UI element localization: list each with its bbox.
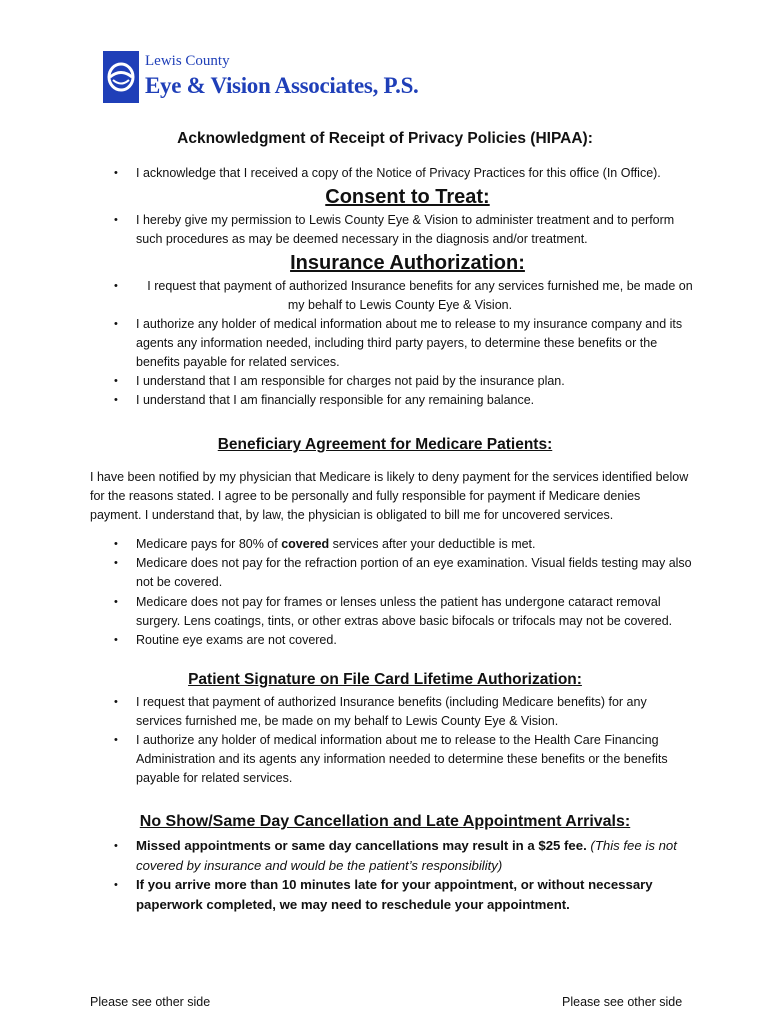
medicare-heading: Beneficiary Agreement for Medicare Patients: bbox=[217, 436, 553, 453]
bullet: • bbox=[114, 318, 118, 330]
medicare-item-4: Routine eye exams are not covered. bbox=[136, 633, 337, 647]
insurance-item-3: I understand that I am responsible for charges not paid by the insurance plan. bbox=[136, 374, 565, 388]
logo-line-1: Lewis County bbox=[145, 53, 230, 69]
medicare-item-1: Medicare pays for 80% of covered services after your deductible is met. bbox=[136, 537, 536, 551]
noshow-item-1: Missed appointments or same day cancellations may result in a $25 fee. (This fee is not covered by insurance and would be the patient’s responsibility) bbox=[136, 838, 677, 873]
noshow-item-2: If you arrive more than 10 minutes late for your appointment, or without necessary paperwork completed, we may need to reschedule your appointment. bbox=[136, 877, 653, 912]
bullet: • bbox=[114, 214, 118, 226]
signature-item-2: I authorize any holder of medical information about me to release to the Health Care Financing Administration and its agents any information needed to determine these benefits or the benefits payable for related services. bbox=[136, 733, 668, 785]
medicare-item-2: Medicare does not pay for the refraction portion of an eye examination. Visual fields testing may also not be covered. bbox=[136, 556, 692, 589]
consent-item: I hereby give my permission to Lewis County Eye & Vision to administer treatment and to perform such procedures as may be deemed necessary in the diagnosis and/or treatment. bbox=[136, 213, 675, 246]
insurance-item-2: I authorize any holder of medical information about me to release to my insurance company and its agents any information needed, including third party payers, to determine these benefits or the benefits payable for related services. bbox=[136, 317, 683, 369]
bullet: • bbox=[114, 879, 118, 891]
bullet: • bbox=[114, 167, 118, 179]
medicare-paragraph: I have been notified by my physician that Medicare is likely to deny payment for the services identified below for the reasons stated. I agree to be personally and fully responsible for payment if Medicare denies payment. I understand that, by law, the physician is obligated to bill me for uncovered services. bbox=[90, 470, 689, 522]
fee-note: This fee is not covered by insurance and would be the patient’s responsibility) bbox=[136, 838, 677, 873]
logo-mark bbox=[103, 51, 139, 103]
consent-heading: Consent to Treat: bbox=[325, 186, 490, 208]
hipaa-item: I acknowledge that I received a copy of the Notice of Privacy Practices for this office (In Office). bbox=[136, 166, 661, 180]
logo-line-2: Eye & Vision Associates, P.S. bbox=[145, 73, 419, 98]
hipaa-heading: Acknowledgment of Receipt of Privacy Policies (HIPAA): bbox=[177, 130, 593, 147]
bullet: • bbox=[114, 696, 118, 708]
bullet: • bbox=[114, 394, 118, 406]
bullet: • bbox=[114, 375, 118, 387]
company-logo bbox=[103, 51, 419, 107]
insurance-item-1: I request that payment of authorized Insurance benefits for any services furnished me, be made on my behalf to Lewis County Eye & Vision. bbox=[147, 279, 693, 312]
signature-heading: Patient Signature on File Card Lifetime Authorization: bbox=[188, 671, 582, 688]
footer-left: Please see other side bbox=[90, 995, 211, 1009]
bullet: • bbox=[114, 557, 118, 569]
bullet: • bbox=[114, 634, 118, 646]
bullet: • bbox=[114, 596, 118, 608]
bullet: • bbox=[114, 280, 118, 292]
insurance-heading: Insurance Authorization: bbox=[290, 252, 525, 274]
bullet: • bbox=[114, 840, 118, 852]
insurance-item-4: I understand that I am financially responsible for any remaining balance. bbox=[136, 393, 535, 407]
covered-emphasis: covered bbox=[281, 537, 330, 551]
medicare-item-3: Medicare does not pay for frames or lenses unless the patient has undergone cataract removal surgery. Lens coatings, tints, or other extras above basic bifocals or trifocals may not be covered. bbox=[136, 595, 673, 628]
bullet: • bbox=[114, 538, 118, 550]
footer-right: Please see other side bbox=[562, 995, 683, 1009]
noshow-heading: No Show/Same Day Cancellation and Late Appointment Arrivals: bbox=[139, 813, 631, 830]
signature-item-1: I request that payment of authorized Insurance benefits (including Medicare benefits) for any services furnished me, be made on my behalf to Lewis County Eye & Vision. bbox=[136, 695, 647, 728]
bullet: • bbox=[114, 734, 118, 746]
